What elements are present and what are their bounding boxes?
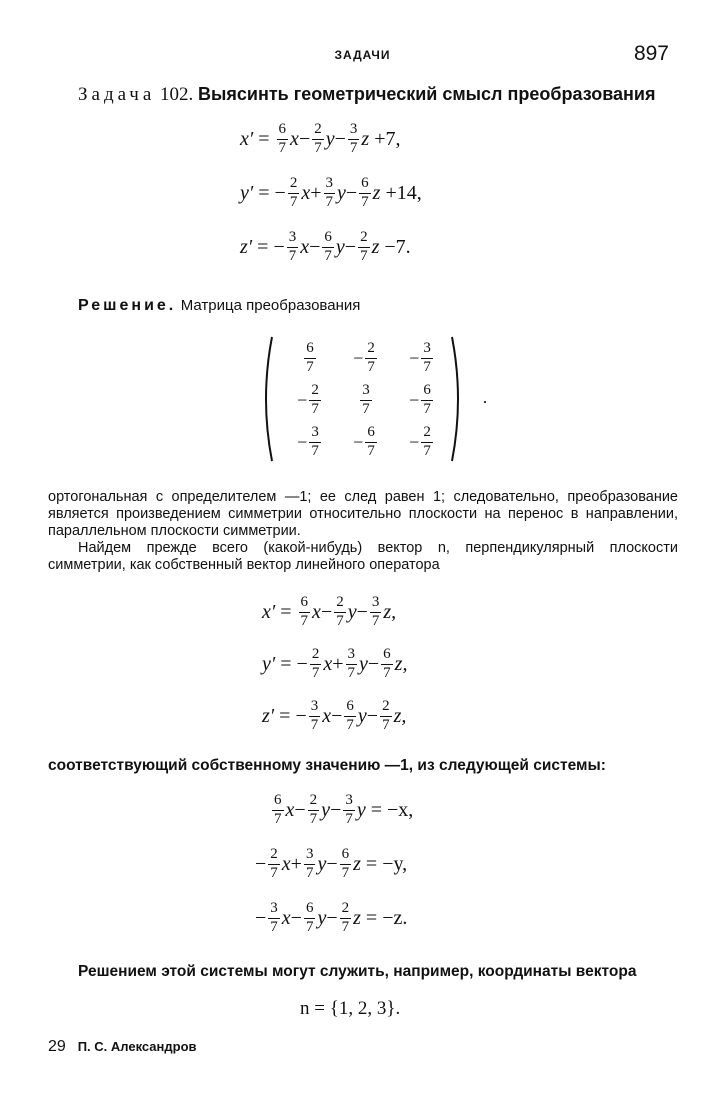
denominator: 7 [423,400,431,417]
vector-result: n = {1, 2, 3}. [300,998,401,1019]
fraction [358,230,370,265]
numerator: 6 [278,121,287,137]
denominator: 7 [361,193,369,210]
variable: y [356,798,366,821]
numerator: 3 [347,646,355,662]
equation [262,647,407,682]
equation [255,847,407,882]
problem-number: 102. [160,84,194,105]
denominator: 7 [341,918,350,935]
numerator: 3 [349,121,358,137]
numerator: 6 [383,646,391,662]
fraction [370,595,382,630]
numerator: 2 [270,846,278,862]
numerator: 2 [314,121,322,137]
sign: − [255,906,267,929]
numerator: 2 [311,646,320,662]
numerator: 3 [310,698,319,714]
equals-sign: = [274,704,296,727]
denominator: 7 [288,247,297,264]
sign: − [274,181,286,204]
variable: x [301,181,311,204]
denominator: 7 [311,400,319,417]
left-bracket [258,335,274,463]
author-name: П. С. Александров [77,1039,197,1054]
equation [240,230,411,265]
footer [48,1038,197,1056]
variable: z, [394,652,408,675]
numerator: 6 [324,229,332,245]
numerator: 6 [300,594,309,610]
denominator: 7 [278,139,287,156]
sign: − [326,906,338,929]
variable: x [281,852,291,875]
numerator: 3 [345,792,353,808]
denominator: 7 [311,442,319,459]
sign: − [295,704,307,727]
numerator: 3 [270,900,278,916]
variable: y [325,127,335,150]
denominator: 7 [423,358,431,375]
matrix-cell [338,421,394,463]
variable: z [353,906,361,929]
equation-tail: +14, [380,181,422,204]
equation-lhs: y′ [240,181,254,204]
right-bracket [450,335,466,463]
page-number: 897 [633,42,669,65]
sign: − [326,852,338,875]
matrix-cell [282,421,338,463]
fraction [334,595,346,630]
sign: + [332,652,344,675]
sign: − [409,347,420,368]
fraction [310,647,322,682]
sign: − [297,431,308,452]
numerator: 3 [325,175,333,191]
equation [262,699,406,734]
fraction [324,176,336,211]
fraction [346,647,358,682]
variable: x [281,906,291,929]
matrix-cell [282,337,338,379]
equation-lhs: x′ [240,127,254,150]
sign: − [367,652,380,675]
numerator: 2 [309,792,318,808]
fraction [340,847,352,882]
denominator: 7 [383,664,391,681]
fraction [304,847,316,882]
sign: + [310,181,322,204]
equation-lhs: x′ [262,600,276,623]
sign: − [409,431,420,452]
running-title: ЗАДАЧИ [334,48,391,62]
problem-label: Задача [78,84,156,105]
equation-tail: = −y, [360,852,408,875]
sign: − [353,431,364,452]
variable: x [312,600,321,623]
fraction [348,122,360,157]
denominator: 7 [306,358,314,375]
sign: − [320,600,333,623]
variable: x [322,704,332,727]
numerator: 3 [362,381,370,398]
sign: − [409,389,420,410]
denominator: 7 [309,810,318,827]
solution-text: Матрица преобразования [180,297,361,314]
fraction [380,699,392,734]
fraction [309,383,321,418]
variable: x [285,798,295,821]
sign: − [366,704,379,727]
fraction [272,793,284,828]
denominator: 7 [423,442,431,459]
variable: x [290,127,299,150]
fraction [277,122,289,157]
sign: − [344,235,357,258]
sign: − [356,600,368,623]
variable: y [347,600,357,623]
matrix-cell [394,337,450,379]
fraction [365,341,377,376]
fraction [304,901,316,936]
fraction [287,230,299,265]
numerator: 2 [382,698,390,714]
numerator: 3 [371,594,380,610]
denominator: 7 [341,864,350,881]
equation-lhs: z′ [240,235,253,258]
fraction [312,122,324,157]
denominator: 7 [367,442,375,459]
matrix-cell [394,421,450,463]
sign: − [297,389,308,410]
variable: x [323,652,333,675]
denominator: 7 [345,810,353,827]
sign: − [353,347,364,368]
numerator: 6 [341,846,350,862]
sign: + [290,852,302,875]
equation [240,176,422,211]
denominator: 7 [371,612,380,629]
matrix-cell [282,379,338,421]
matrix-cell [394,379,450,421]
fraction [288,176,300,211]
fraction [340,901,352,936]
denominator: 7 [325,193,333,210]
equation [255,901,407,936]
numerator: 2 [289,175,298,191]
sign: − [290,906,302,929]
matrix-cell [338,379,394,421]
fraction [322,230,334,265]
equation-lhs: z′ [262,704,275,727]
numerator: 3 [423,339,431,356]
problem-text: Выясинть геометрический смысл преобразования [198,84,656,104]
numerator: 6 [305,900,314,916]
numerator: 2 [311,381,319,398]
fraction [268,901,280,936]
equation-lhs: y′ [262,652,276,675]
solution-label: Решение. [78,297,177,314]
equation-tail: = −z. [360,906,408,929]
equation-tail: −7. [379,235,411,258]
variable: y [335,235,345,258]
denominator: 7 [274,810,282,827]
fraction [304,341,316,376]
variable: y [317,906,327,929]
equation [270,793,413,828]
fraction [421,425,433,460]
equals-sign: = [253,127,275,150]
sign: − [330,798,342,821]
paragraph-orthogonal: ортогональная с определителем —1; ее след равен 1; следовательно, преобразование является произведением симметрии относительно плоскости на перенос в направлении, параллельном плоскости симметрии. [48,489,678,539]
numerator: 2 [336,594,344,610]
matrix-trailing-mark: · [482,392,488,412]
denominator: 7 [311,664,320,681]
sign: − [294,798,306,821]
sign: − [255,852,267,875]
denominator: 7 [367,358,375,375]
numerator: 6 [346,698,354,714]
denominator: 7 [382,716,390,733]
variable: y [317,852,327,875]
equation [262,595,396,630]
numerator: 6 [361,175,369,191]
fraction [421,383,433,418]
fraction [299,595,311,630]
fraction [268,847,280,882]
denominator: 7 [314,139,322,156]
fraction [365,425,377,460]
denominator: 7 [289,193,298,210]
variable: z [372,181,381,204]
equals-sign: = [253,181,275,204]
transformation-matrix [258,335,466,463]
fraction [309,699,321,734]
numerator: 6 [423,381,431,398]
denominator: 7 [300,612,309,629]
denominator: 7 [270,864,278,881]
sign: − [334,127,346,150]
numerator: 3 [311,423,319,440]
numerator: 2 [367,339,375,356]
denominator: 7 [305,918,314,935]
numerator: 6 [274,792,282,808]
fraction [344,699,356,734]
numerator: 3 [305,846,314,862]
sheet-number: 29 [48,1038,66,1055]
equation-tail: +7, [369,127,401,150]
sign: − [296,652,308,675]
fraction [309,425,321,460]
problem-statement [78,84,678,106]
variable: y [337,181,346,204]
variable: x [300,235,310,258]
denominator: 7 [362,400,370,417]
solution-line: Решением этой системы могут служить, например, координаты вектора [78,963,637,980]
eigenvalue-line: соответствующий собственному значению —1, из следующей системы: [48,757,606,774]
denominator: 7 [360,247,368,264]
matrix-cell [338,337,394,379]
equation [240,122,400,157]
sign: − [331,704,343,727]
variable: z [371,235,380,258]
numerator: 2 [360,229,368,245]
variable: z [361,127,370,150]
fraction [343,793,355,828]
equals-sign: = [275,652,297,675]
paragraph-normal-vector: Найдем прежде всего (какой-нибудь) вектор n, перпендикулярный плоскости симметрии, как собственный вектор линейного оператора [48,540,678,573]
fraction [308,793,320,828]
denominator: 7 [336,612,344,629]
numerator: 2 [341,900,350,916]
fraction [360,383,372,418]
numerator: 6 [306,339,314,356]
denominator: 7 [347,664,355,681]
denominator: 7 [346,716,354,733]
equals-sign: = [252,235,274,258]
matrix-grid [282,337,450,463]
denominator: 7 [305,864,314,881]
denominator: 7 [310,716,319,733]
denominator: 7 [349,139,358,156]
numerator: 6 [367,423,375,440]
sign: − [298,127,311,150]
denominator: 7 [324,247,332,264]
fraction [421,341,433,376]
variable: z [353,852,361,875]
variable: y [357,704,367,727]
numerator: 2 [423,423,431,440]
variable: y [359,652,368,675]
sign: − [309,235,321,258]
numerator: 3 [288,229,297,245]
sign: − [345,181,358,204]
variable: z, [383,600,397,623]
solution-intro [78,294,360,315]
sign: − [273,235,285,258]
equation-tail: = −x, [365,798,414,821]
fraction [381,647,393,682]
variable: z, [393,704,407,727]
denominator: 7 [270,918,278,935]
equals-sign: = [275,600,297,623]
variable: y [321,798,331,821]
fraction [359,176,371,211]
